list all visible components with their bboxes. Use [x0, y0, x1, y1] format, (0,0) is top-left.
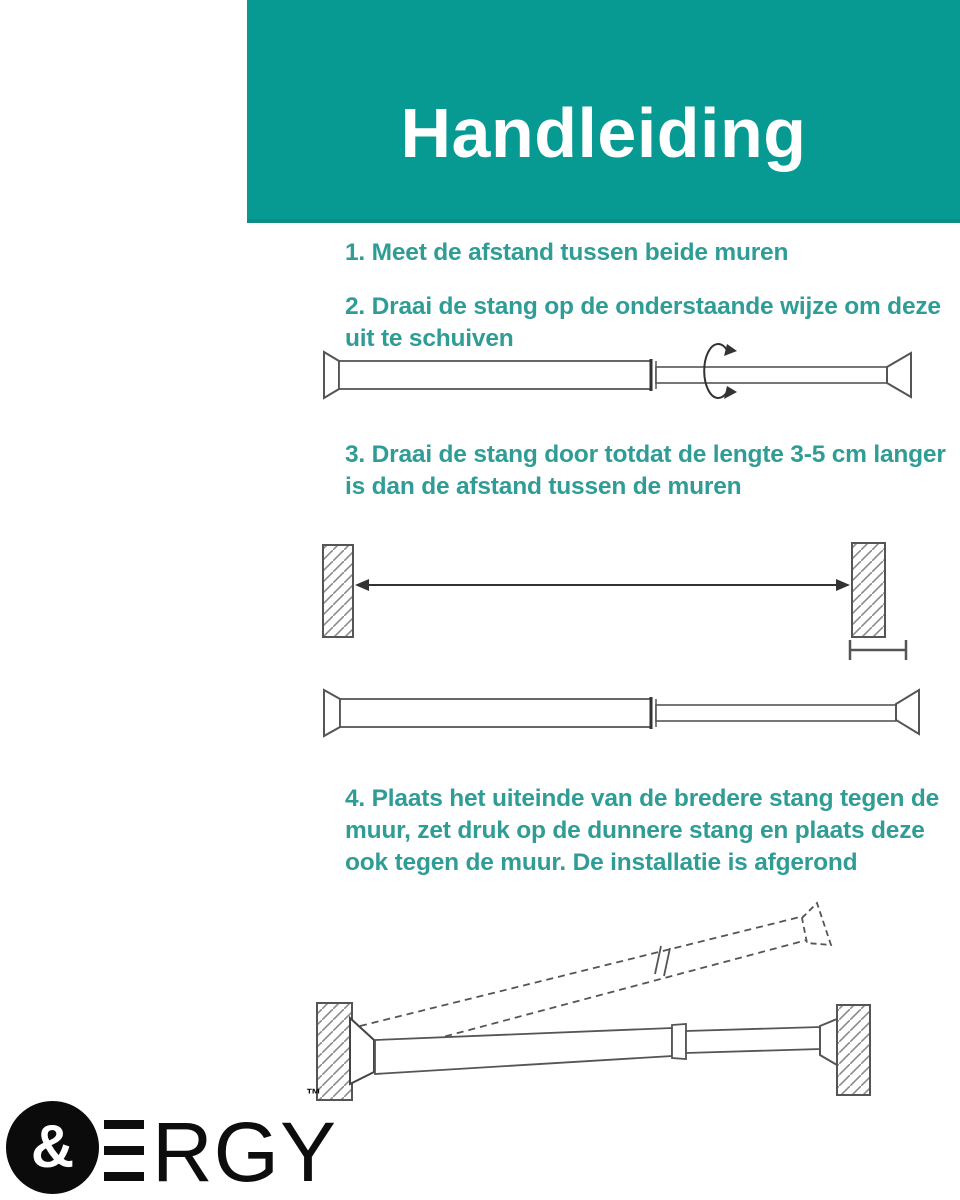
dashed-rod-upper-edge: [360, 916, 804, 1026]
step-3-line-2: is dan de afstand tussen de muren: [345, 473, 742, 500]
install-right-wall: [837, 1005, 870, 1095]
step-3-line-1: 3. Draai de stang door totdat de lengte 3-5 cm langer: [345, 441, 946, 468]
mounted-rod-right-cap: [820, 1019, 837, 1065]
rod2-thin-tube: [656, 705, 896, 721]
rod1-right-end-cap: [887, 353, 911, 397]
step-4-line-2: muur, zet druk op de dunnere stang en plaats deze: [345, 817, 925, 844]
trademark-symbol: ™: [306, 1086, 321, 1103]
rod-installation-angle-icon: [300, 888, 960, 1123]
step-1-text: [345, 237, 788, 269]
brand-wordmark: [100, 1106, 350, 1196]
left-wall: [323, 545, 353, 637]
rod1-thin-tube: [656, 367, 887, 383]
rod2-left-end-cap: [324, 690, 340, 736]
step-2-line-1: 2. Draai de stang op de onderstaande wijze om deze: [345, 293, 941, 320]
wall-side-end-cap: [350, 1018, 374, 1084]
step-1-line-1: 1. Meet de afstand tussen beide muren: [345, 239, 789, 266]
rod1-thick-tube: [339, 361, 651, 389]
rod2-thick-tube: [340, 699, 651, 727]
rod2-right-end-cap: [896, 690, 919, 734]
step-2-line-2: uit te schuiven: [345, 325, 514, 352]
stylized-e-bar-top: [104, 1120, 144, 1129]
stylized-e-bar-middle: [104, 1146, 144, 1155]
extended-rod-icon: [300, 678, 960, 750]
brand-letters: RGY: [152, 1106, 338, 1196]
install-left-wall: [317, 1003, 352, 1100]
right-wall: [852, 543, 885, 637]
page-title: Handleiding: [400, 93, 807, 172]
brand-logo-circle: [6, 1101, 99, 1194]
step-4-text: [345, 783, 939, 879]
mounted-rod-thin-tube: [686, 1027, 820, 1053]
step-4-line-3: ook tegen de muur. De installatie is afgerond: [345, 849, 858, 876]
mounted-rod-thick-tube: [375, 1028, 672, 1074]
telescopic-rod-rotation-icon: [300, 343, 960, 405]
mounted-rod-junction: [672, 1024, 686, 1059]
walls-distance-arrow-icon: [300, 528, 960, 683]
brand-ampersand: &: [30, 1112, 75, 1180]
dashed-rod-junction: [655, 946, 661, 974]
step-3-text: [345, 439, 946, 503]
stylized-e-bar-bottom: [104, 1172, 144, 1181]
rod1-left-end-cap: [324, 352, 339, 398]
dashed-rod-end-cap: [802, 903, 831, 945]
step-4-line-1: 4. Plaats het uiteinde van de bredere stang tegen de: [345, 785, 940, 812]
header-banner: [247, 0, 960, 223]
